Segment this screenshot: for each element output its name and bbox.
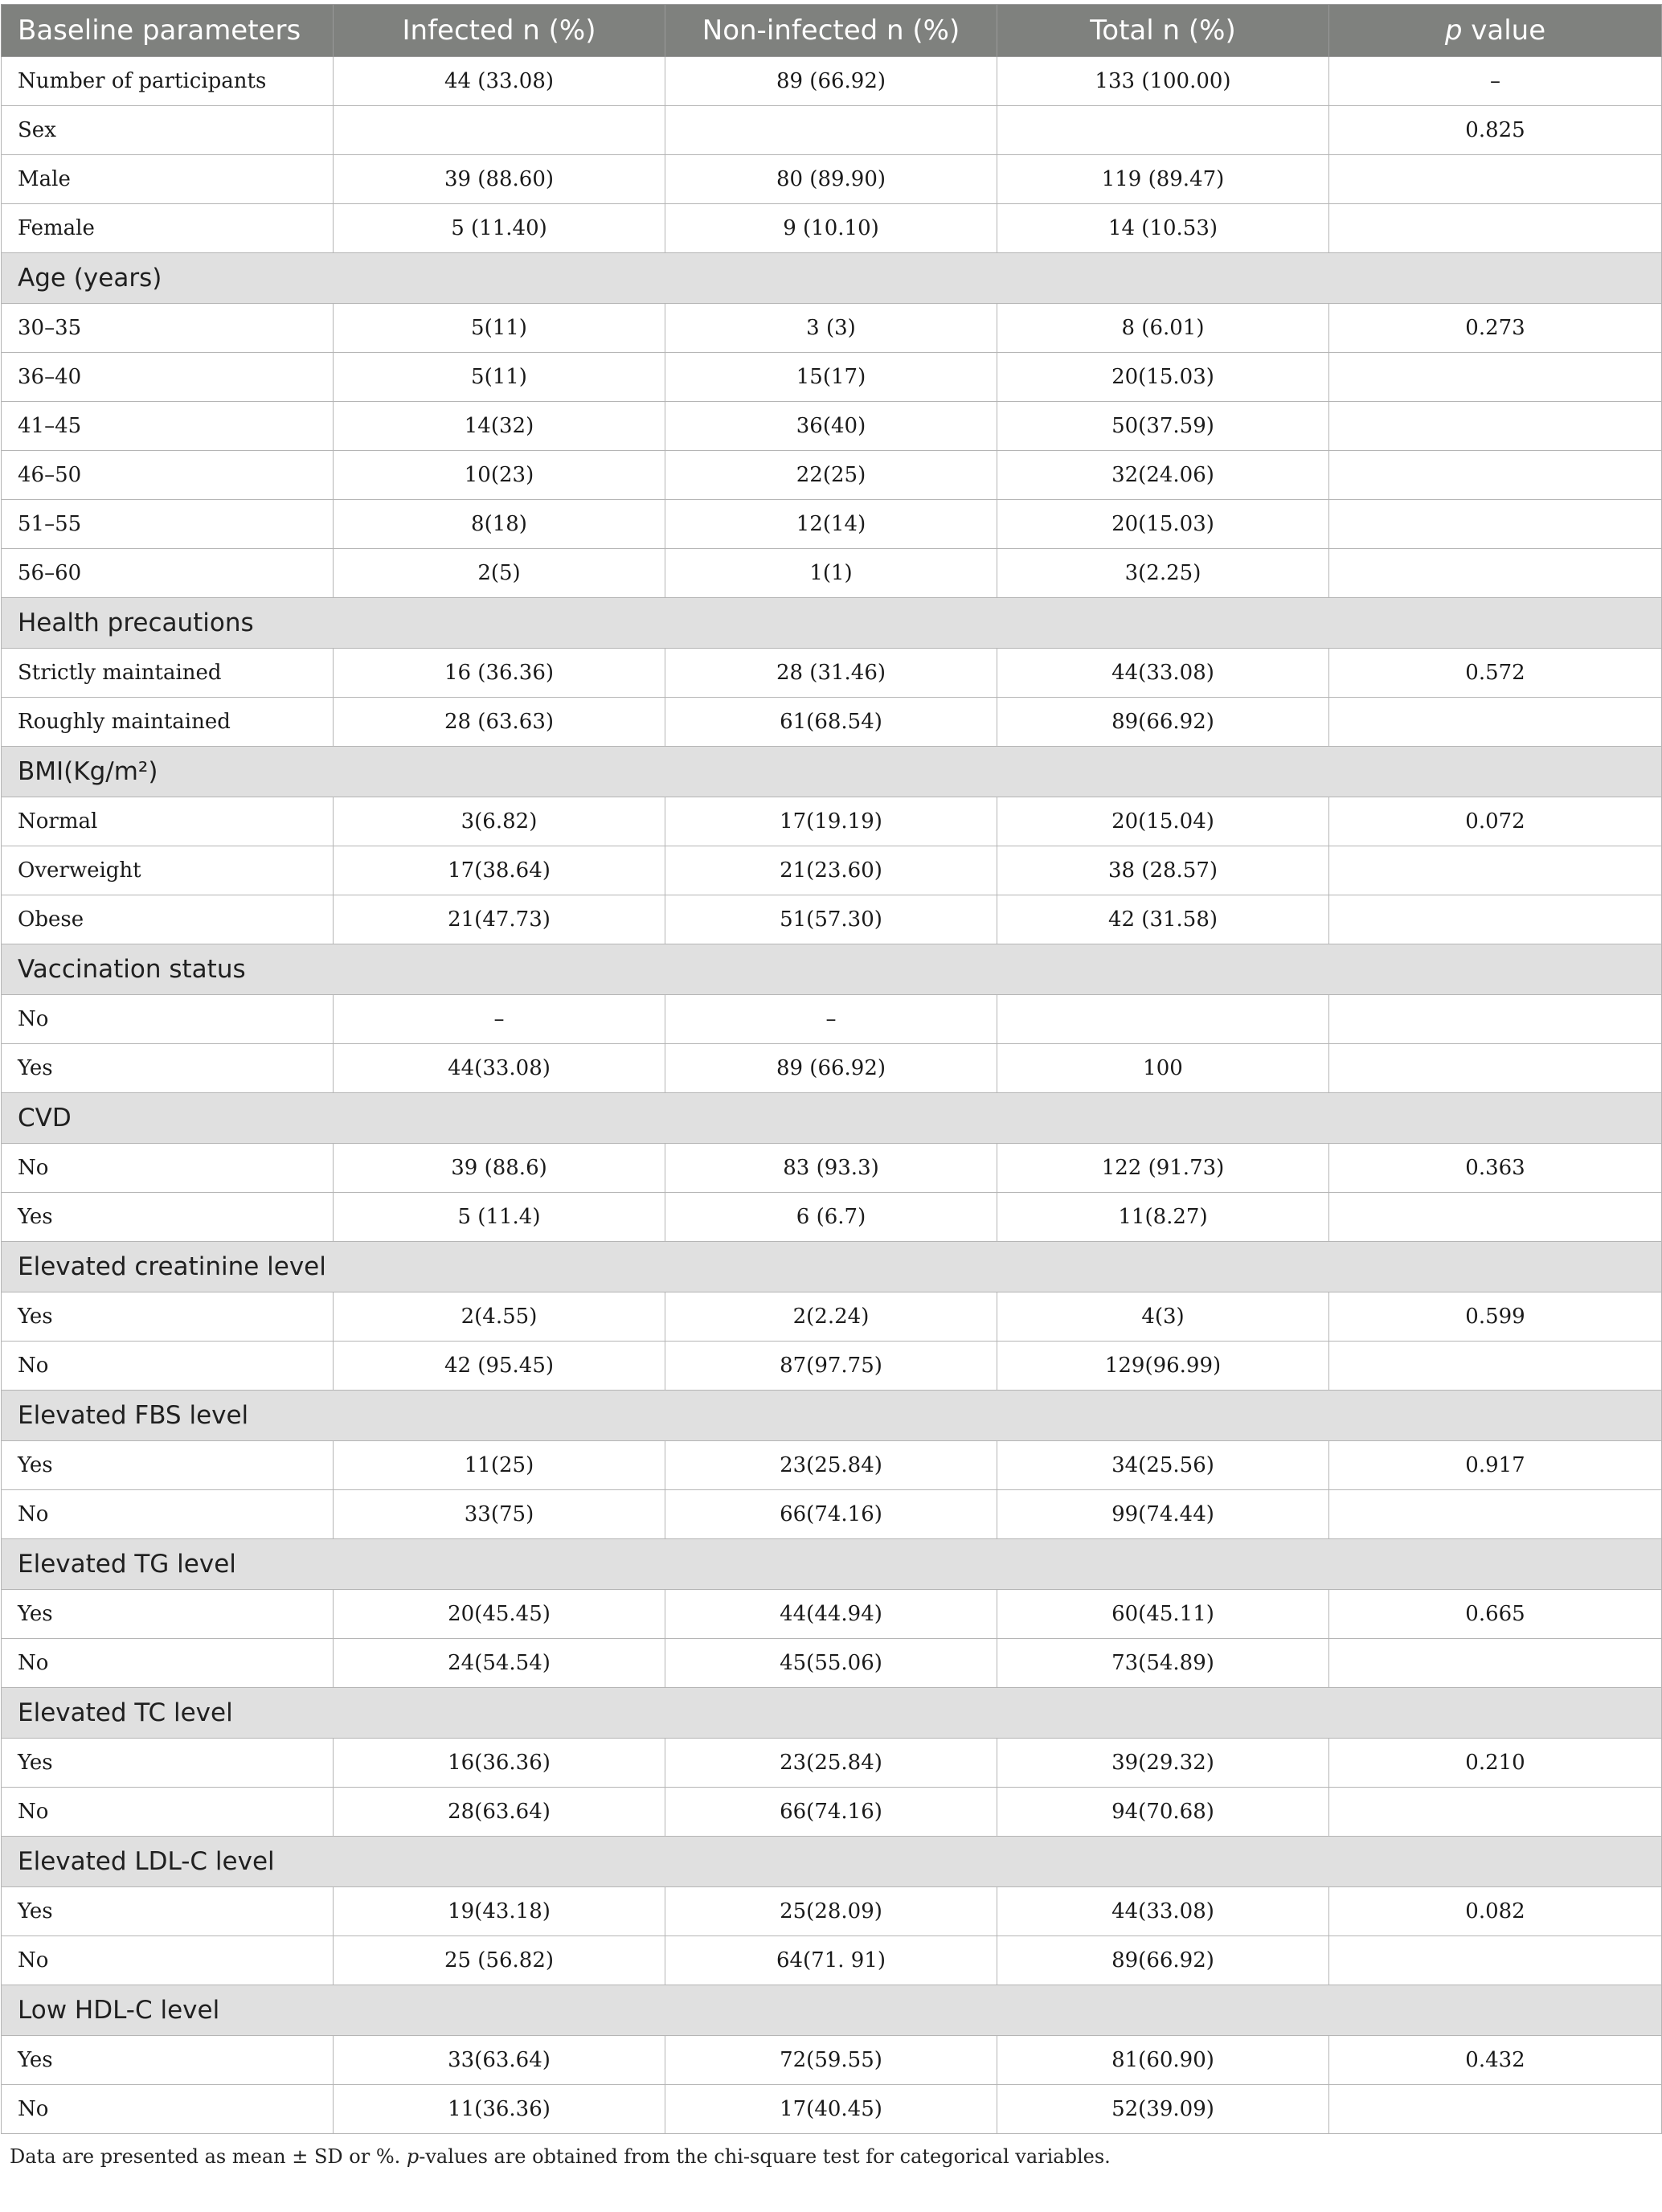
cell-parameter: 51–55 [2,500,334,549]
cell-parameter: Number of participants [2,57,334,106]
table-row [2,1490,1662,1539]
cell-p-value: 0.825 [1329,106,1662,155]
table-row [2,1044,1662,1093]
header-baseline-parameters: Baseline parameters [2,5,334,57]
baseline-parameters-table [1,4,1662,2134]
cell-parameter: No [2,1144,334,1193]
table-row [2,402,1662,451]
cell-infected: 16 (36.36) [334,649,665,698]
cell-parameter: Yes [2,1044,334,1093]
cell-infected: 8(18) [334,500,665,549]
cell-non-infected: 12(14) [665,500,997,549]
cell-p-value [1329,353,1662,402]
footnote-p-letter: p [406,2145,420,2168]
section-title: BMI(Kg/m²) [2,747,1662,797]
header-total: Total n (%) [997,5,1329,57]
cell-p-value: 0.917 [1329,1441,1662,1490]
cell-parameter: Strictly maintained [2,649,334,698]
cell-non-infected: 17(19.19) [665,797,997,846]
cell-non-infected: 15(17) [665,353,997,402]
cell-total [997,995,1329,1044]
cell-infected: 42 (95.45) [334,1342,665,1391]
section-row [2,1242,1662,1292]
cell-p-value: 0.572 [1329,649,1662,698]
cell-non-infected: 66(74.16) [665,1490,997,1539]
cell-parameter: No [2,2085,334,2134]
table-row [2,895,1662,944]
cell-p-value: 0.432 [1329,2036,1662,2085]
cell-non-infected: 2(2.24) [665,1292,997,1342]
cell-infected: 14(32) [334,402,665,451]
cell-total: 4(3) [997,1292,1329,1342]
cell-total: 133 (100.00) [997,57,1329,106]
cell-non-infected: 89 (66.92) [665,1044,997,1093]
cell-parameter: Yes [2,1441,334,1490]
table-row [2,1788,1662,1837]
cell-non-infected: 21(23.60) [665,846,997,895]
cell-infected: 28(63.64) [334,1788,665,1837]
cell-total [997,106,1329,155]
cell-total: 81(60.90) [997,2036,1329,2085]
cell-total: 50(37.59) [997,402,1329,451]
cell-non-infected: 6 (6.7) [665,1193,997,1242]
table-row [2,1441,1662,1490]
cell-total: 99(74.44) [997,1490,1329,1539]
cell-p-value [1329,995,1662,1044]
cell-total: 14 (10.53) [997,204,1329,253]
cell-infected [334,106,665,155]
cell-total: 44(33.08) [997,649,1329,698]
table-row [2,1144,1662,1193]
cell-p-value [1329,846,1662,895]
cell-p-value: 0.363 [1329,1144,1662,1193]
cell-non-infected: 23(25.84) [665,1441,997,1490]
section-row [2,253,1662,304]
table-row [2,155,1662,204]
section-row [2,1391,1662,1441]
section-row [2,598,1662,649]
cell-total: 32(24.06) [997,451,1329,500]
cell-total: 38 (28.57) [997,846,1329,895]
table-footnote [10,2145,1662,2168]
cell-non-infected: 36(40) [665,402,997,451]
cell-infected: 11(36.36) [334,2085,665,2134]
table-row [2,1739,1662,1788]
cell-total: 100 [997,1044,1329,1093]
cell-parameter: Yes [2,1292,334,1342]
cell-parameter: Normal [2,797,334,846]
cell-total: 122 (91.73) [997,1144,1329,1193]
cell-non-infected: 83 (93.3) [665,1144,997,1193]
cell-total: 34(25.56) [997,1441,1329,1490]
cell-parameter: Male [2,155,334,204]
cell-p-value: 0.082 [1329,1887,1662,1936]
cell-non-infected: 72(59.55) [665,2036,997,2085]
cell-p-value [1329,1044,1662,1093]
cell-total: 89(66.92) [997,1936,1329,1985]
cell-p-value: 0.210 [1329,1739,1662,1788]
table-row [2,797,1662,846]
section-title: Elevated creatinine level [2,1242,1662,1292]
table-row [2,2036,1662,2085]
cell-non-infected: 45(55.06) [665,1639,997,1688]
cell-total: 119 (89.47) [997,155,1329,204]
table-row [2,1342,1662,1391]
cell-non-infected: 87(97.75) [665,1342,997,1391]
footnote-text-1: Data are presented as mean ± SD or %. [10,2145,407,2168]
cell-p-value [1329,1788,1662,1837]
table-row [2,204,1662,253]
cell-non-infected: 9 (10.10) [665,204,997,253]
cell-p-value [1329,1342,1662,1391]
cell-non-infected: 44(44.94) [665,1590,997,1639]
footnote-text-2: -values are obtained from the chi-square test for categorical variables. [419,2145,1111,2168]
cell-parameter: 41–45 [2,402,334,451]
cell-non-infected: 66(74.16) [665,1788,997,1837]
cell-parameter: Female [2,204,334,253]
cell-non-infected: 25(28.09) [665,1887,997,1936]
section-row [2,1688,1662,1739]
cell-total: 3(2.25) [997,549,1329,598]
cell-p-value [1329,1490,1662,1539]
cell-parameter: Roughly maintained [2,698,334,747]
table-row [2,304,1662,353]
cell-parameter: No [2,1342,334,1391]
cell-non-infected: 51(57.30) [665,895,997,944]
table-row [2,1193,1662,1242]
section-row [2,1837,1662,1887]
cell-parameter: No [2,995,334,1044]
table-row [2,353,1662,402]
table-row [2,846,1662,895]
table-row [2,698,1662,747]
cell-total: 94(70.68) [997,1788,1329,1837]
cell-non-infected [665,106,997,155]
cell-parameter: 30–35 [2,304,334,353]
cell-p-value [1329,451,1662,500]
cell-total: 20(15.04) [997,797,1329,846]
cell-parameter: No [2,1490,334,1539]
cell-infected: 28 (63.63) [334,698,665,747]
table-row [2,1292,1662,1342]
table-row [2,995,1662,1044]
section-row [2,1093,1662,1144]
table-body [2,57,1662,2134]
cell-infected: 39 (88.60) [334,155,665,204]
cell-non-infected: – [665,995,997,1044]
table-row [2,649,1662,698]
table-row [2,500,1662,549]
cell-non-infected: 28 (31.46) [665,649,997,698]
cell-parameter: No [2,1788,334,1837]
table-row [2,1887,1662,1936]
cell-infected: 39 (88.6) [334,1144,665,1193]
cell-p-value: 0.665 [1329,1590,1662,1639]
cell-total: 11(8.27) [997,1193,1329,1242]
section-title: Health precautions [2,598,1662,649]
cell-parameter: Yes [2,1887,334,1936]
cell-p-value [1329,204,1662,253]
section-title: Low HDL-C level [2,1985,1662,2036]
section-title: Age (years) [2,253,1662,304]
cell-total: 20(15.03) [997,353,1329,402]
cell-p-value [1329,1936,1662,1985]
cell-infected: 5(11) [334,304,665,353]
cell-parameter: 46–50 [2,451,334,500]
cell-p-value: 0.599 [1329,1292,1662,1342]
cell-infected: 25 (56.82) [334,1936,665,1985]
cell-total: 42 (31.58) [997,895,1329,944]
cell-total: 52(39.09) [997,2085,1329,2134]
cell-infected: 5(11) [334,353,665,402]
table-row [2,1639,1662,1688]
cell-parameter: Yes [2,1193,334,1242]
cell-infected: 11(25) [334,1441,665,1490]
cell-infected: 17(38.64) [334,846,665,895]
table-row [2,451,1662,500]
cell-p-value: – [1329,57,1662,106]
cell-infected: 16(36.36) [334,1739,665,1788]
cell-parameter: 56–60 [2,549,334,598]
cell-non-infected: 61(68.54) [665,698,997,747]
table-header-row [2,5,1662,57]
section-title: Elevated TC level [2,1688,1662,1739]
header-p-value [1329,5,1662,57]
section-row [2,944,1662,995]
table-row [2,1936,1662,1985]
cell-non-infected: 3 (3) [665,304,997,353]
cell-non-infected: 89 (66.92) [665,57,997,106]
cell-p-value [1329,698,1662,747]
cell-parameter: Obese [2,895,334,944]
table-row [2,57,1662,106]
section-row [2,1985,1662,2036]
cell-p-value [1329,2085,1662,2134]
cell-p-value [1329,402,1662,451]
cell-total: 8 (6.01) [997,304,1329,353]
section-title: CVD [2,1093,1662,1144]
section-row [2,1539,1662,1590]
cell-infected: – [334,995,665,1044]
header-p-suffix: value [1462,14,1546,47]
cell-infected: 2(5) [334,549,665,598]
cell-infected: 5 (11.40) [334,204,665,253]
cell-infected: 3(6.82) [334,797,665,846]
cell-parameter: Yes [2,2036,334,2085]
cell-p-value [1329,1639,1662,1688]
cell-infected: 33(63.64) [334,2036,665,2085]
cell-parameter: No [2,1639,334,1688]
table-row [2,106,1662,155]
cell-p-value [1329,1193,1662,1242]
cell-infected: 44(33.08) [334,1044,665,1093]
cell-non-infected: 17(40.45) [665,2085,997,2134]
section-title: Vaccination status [2,944,1662,995]
cell-total: 73(54.89) [997,1639,1329,1688]
section-title: Elevated LDL-C level [2,1837,1662,1887]
cell-p-value [1329,500,1662,549]
table-row [2,549,1662,598]
cell-non-infected: 23(25.84) [665,1739,997,1788]
section-row [2,747,1662,797]
cell-total: 44(33.08) [997,1887,1329,1936]
table-row [2,1590,1662,1639]
cell-infected: 19(43.18) [334,1887,665,1936]
cell-parameter: Overweight [2,846,334,895]
cell-infected: 5 (11.4) [334,1193,665,1242]
table-row [2,2085,1662,2134]
cell-non-infected: 80 (89.90) [665,155,997,204]
cell-total: 89(66.92) [997,698,1329,747]
cell-total: 20(15.03) [997,500,1329,549]
cell-p-value: 0.072 [1329,797,1662,846]
cell-p-value: 0.273 [1329,304,1662,353]
cell-total: 60(45.11) [997,1590,1329,1639]
cell-parameter: Yes [2,1739,334,1788]
cell-non-infected: 22(25) [665,451,997,500]
cell-non-infected: 64(71. 91) [665,1936,997,1985]
cell-parameter: Sex [2,106,334,155]
cell-total: 39(29.32) [997,1739,1329,1788]
cell-infected: 24(54.54) [334,1639,665,1688]
cell-infected: 44 (33.08) [334,57,665,106]
cell-infected: 10(23) [334,451,665,500]
cell-infected: 20(45.45) [334,1590,665,1639]
cell-non-infected: 1(1) [665,549,997,598]
cell-parameter: Yes [2,1590,334,1639]
cell-p-value [1329,895,1662,944]
cell-parameter: No [2,1936,334,1985]
cell-parameter: 36–40 [2,353,334,402]
cell-total: 129(96.99) [997,1342,1329,1391]
cell-infected: 21(47.73) [334,895,665,944]
header-non-infected: Non-infected n (%) [665,5,997,57]
section-title: Elevated TG level [2,1539,1662,1590]
cell-infected: 33(75) [334,1490,665,1539]
header-p-letter: p [1444,14,1463,47]
cell-p-value [1329,155,1662,204]
section-title: Elevated FBS level [2,1391,1662,1441]
header-infected: Infected n (%) [334,5,665,57]
cell-infected: 2(4.55) [334,1292,665,1342]
cell-p-value [1329,549,1662,598]
